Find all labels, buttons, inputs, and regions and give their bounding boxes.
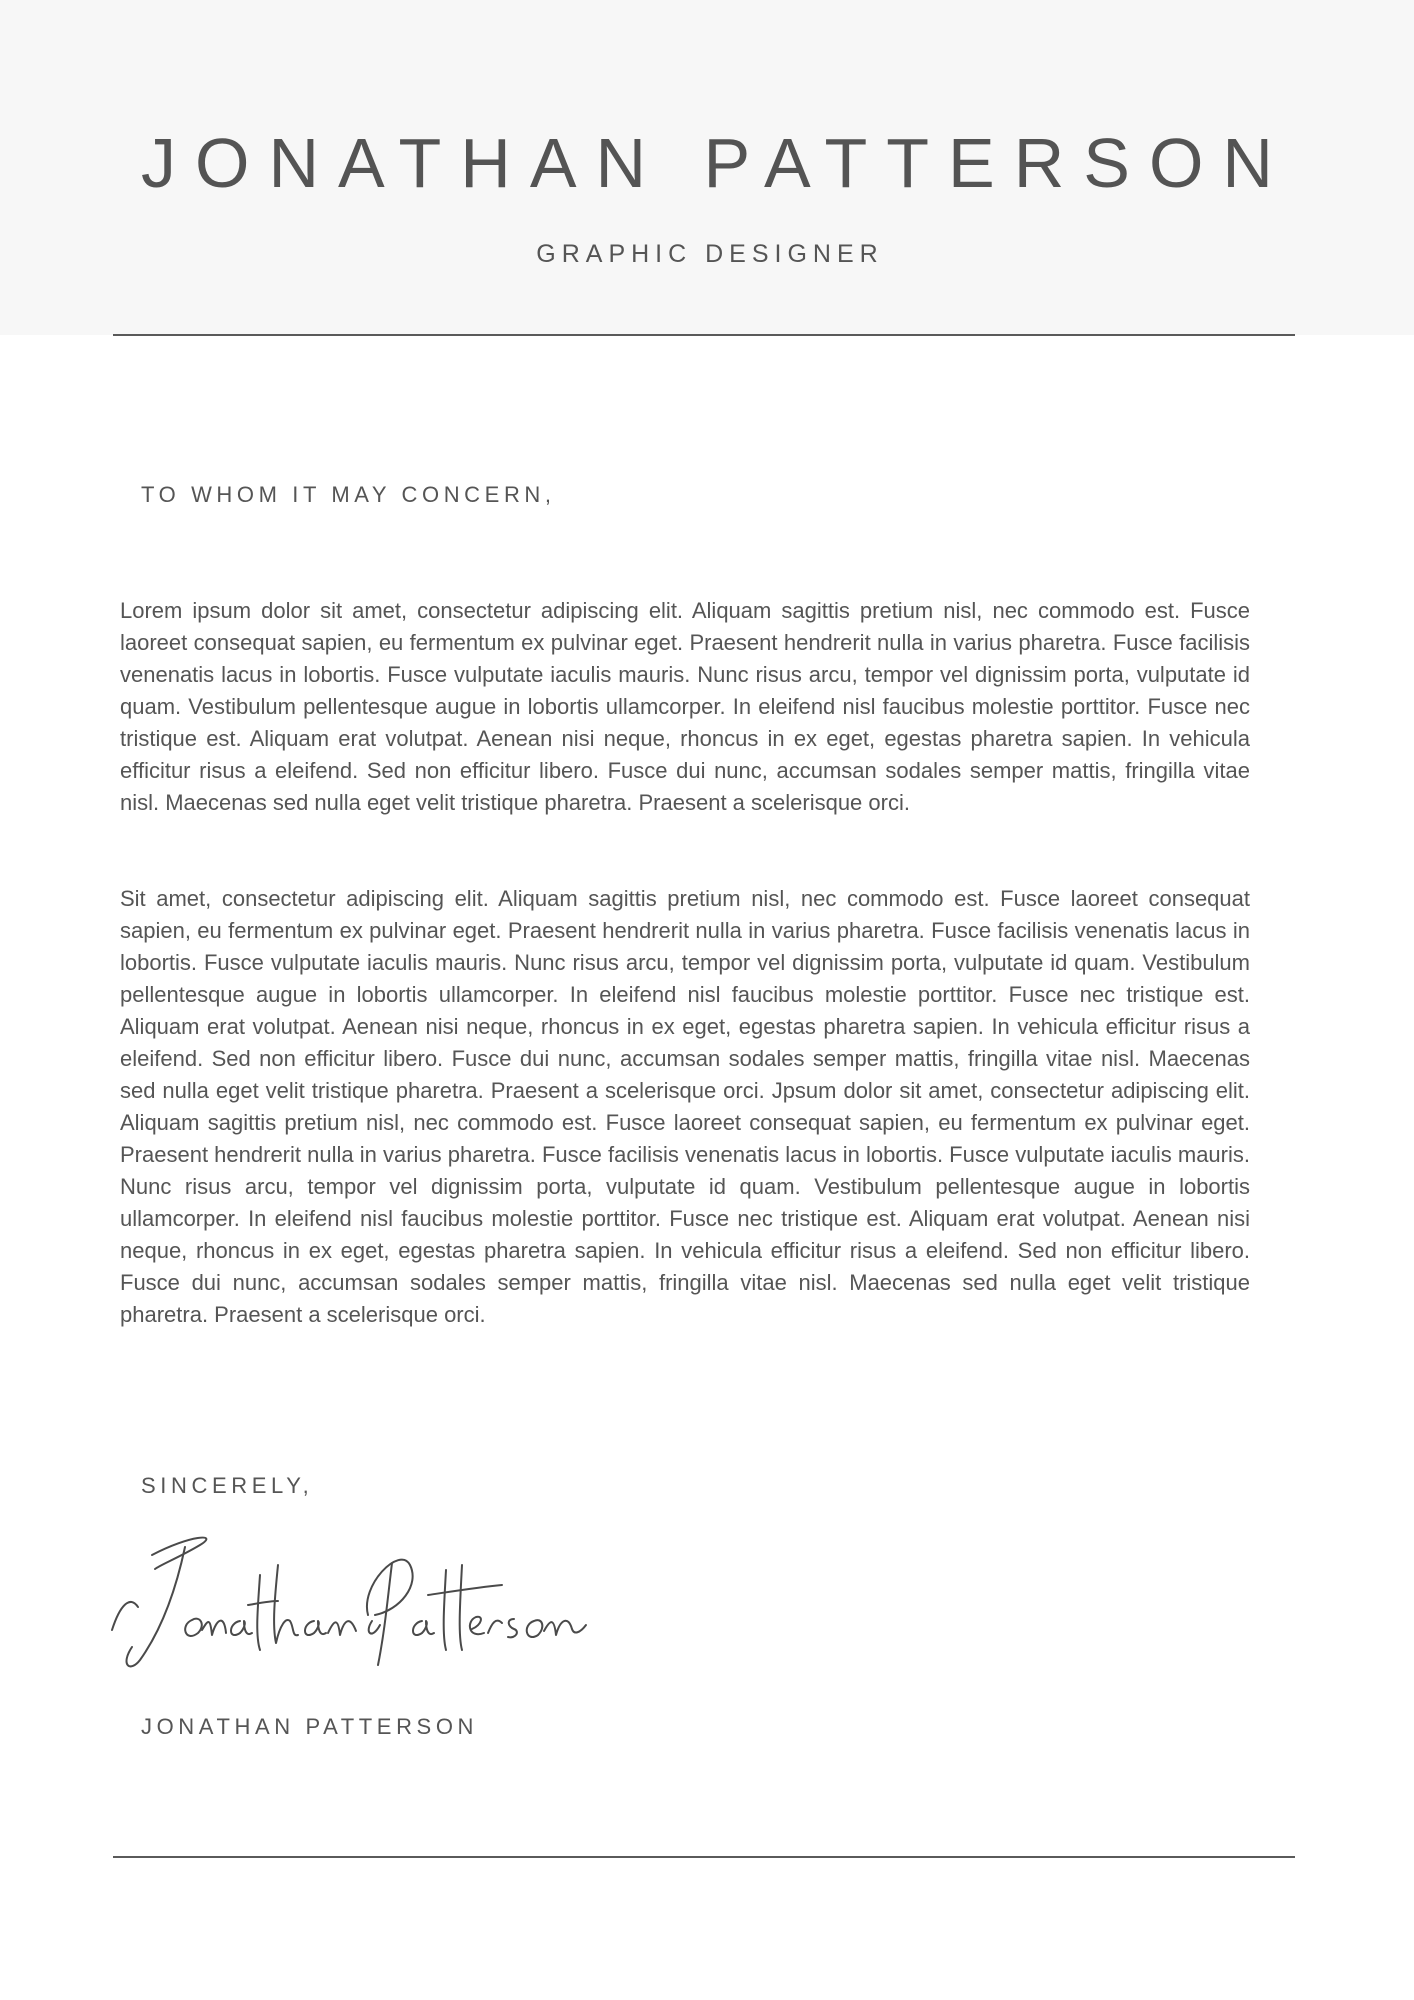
footer-divider: [113, 1856, 1295, 1858]
handwritten-signature: [110, 1525, 630, 1675]
salutation: TO WHOM IT MAY CONCERN,: [141, 482, 556, 507]
letter-paragraph-2: Sit amet, consectetur adipiscing elit. Aliquam sagittis pretium nisl, nec commodo est. Fusce laoreet consequat sapien, eu fermentum ex pulvinar eget. Praesent hendrerit nulla in varius pharetra. Fusce facilisis venenatis lacus in lobortis. Fusce vulputate iaculis mauris. Nunc risus arcu, tempor vel dignissim porta, vulputate id quam. Vestibulum pellentesque augue in lobortis ullamcorper. In eleifend nisl faucibus molestie porttitor. Fusce nec tristique est. Aliquam erat volutpat. Aenean nisi neque, rhoncus in ex eget, egestas pharetra sapien. In vehicula efficitur risus a eleifend. Sed non efficitur libero. Fusce dui nunc, accumsan sodales semper mattis, fringilla vitae nisl. Maecenas sed nulla eget velit tristique pharetra. Praesent a scelerisque orci. Jpsum dolor sit amet, consectetur adipiscing elit. Aliquam sagittis pretium nisl, nec commodo est. Fusce laoreet consequat sapien, eu fermentum ex pulvinar eget. Praesent hendrerit nulla in varius pharetra. Fusce facilisis venenatis lacus in lobortis. Fusce vulputate iaculis mauris. Nunc risus arcu, tempor vel dignissim porta, vulputate id quam. Vestibulum pellentesque augue in lobortis ullamcorper. In eleifend nisl faucibus molestie porttitor. Fusce nec tristique est. Aliquam erat volutpat. Aenean nisi neque, rhoncus in ex eget, egestas pharetra sapien. In vehicula efficitur risus a eleifend. Sed non efficitur libero. Fusce dui nunc, accumsan sodales semper mattis, fringilla vitae nisl. Maecenas sed nulla eget velit tristique pharetra. Praesent a scelerisque orci.: [120, 886, 1250, 1327]
closing: SINCERELY,: [141, 1473, 314, 1498]
signer-name: JONATHAN PATTERSON: [141, 1714, 479, 1739]
job-title: GRAPHIC DESIGNER: [536, 240, 884, 268]
header-divider: [113, 334, 1295, 336]
applicant-name: JONATHAN PATTERSON: [141, 124, 1292, 202]
letter-paragraph-1: Lorem ipsum dolor sit amet, consectetur adipiscing elit. Aliquam sagittis pretium nisl, nec commodo est. Fusce laoreet consequat sapien, eu fermentum ex pulvinar eget. Praesent hendrerit nulla in varius pharetra. Fusce facilisis venenatis lacus in lobortis. Fusce vulputate iaculis mauris. Nunc risus arcu, tempor vel dignissim porta, vulputate id quam. Vestibulum pellentesque augue in lobortis ullamcorper. In eleifend nisl faucibus molestie porttitor. Fusce nec tristique est. Aliquam erat volutpat. Aenean nisi neque, rhoncus in ex eget, egestas pharetra sapien. In vehicula efficitur risus a eleifend. Sed non efficitur libero. Fusce dui nunc, accumsan sodales semper mattis, fringilla vitae nisl. Maecenas sed nulla eget velit tristique pharetra. Praesent a scelerisque orci.: [120, 598, 1250, 815]
